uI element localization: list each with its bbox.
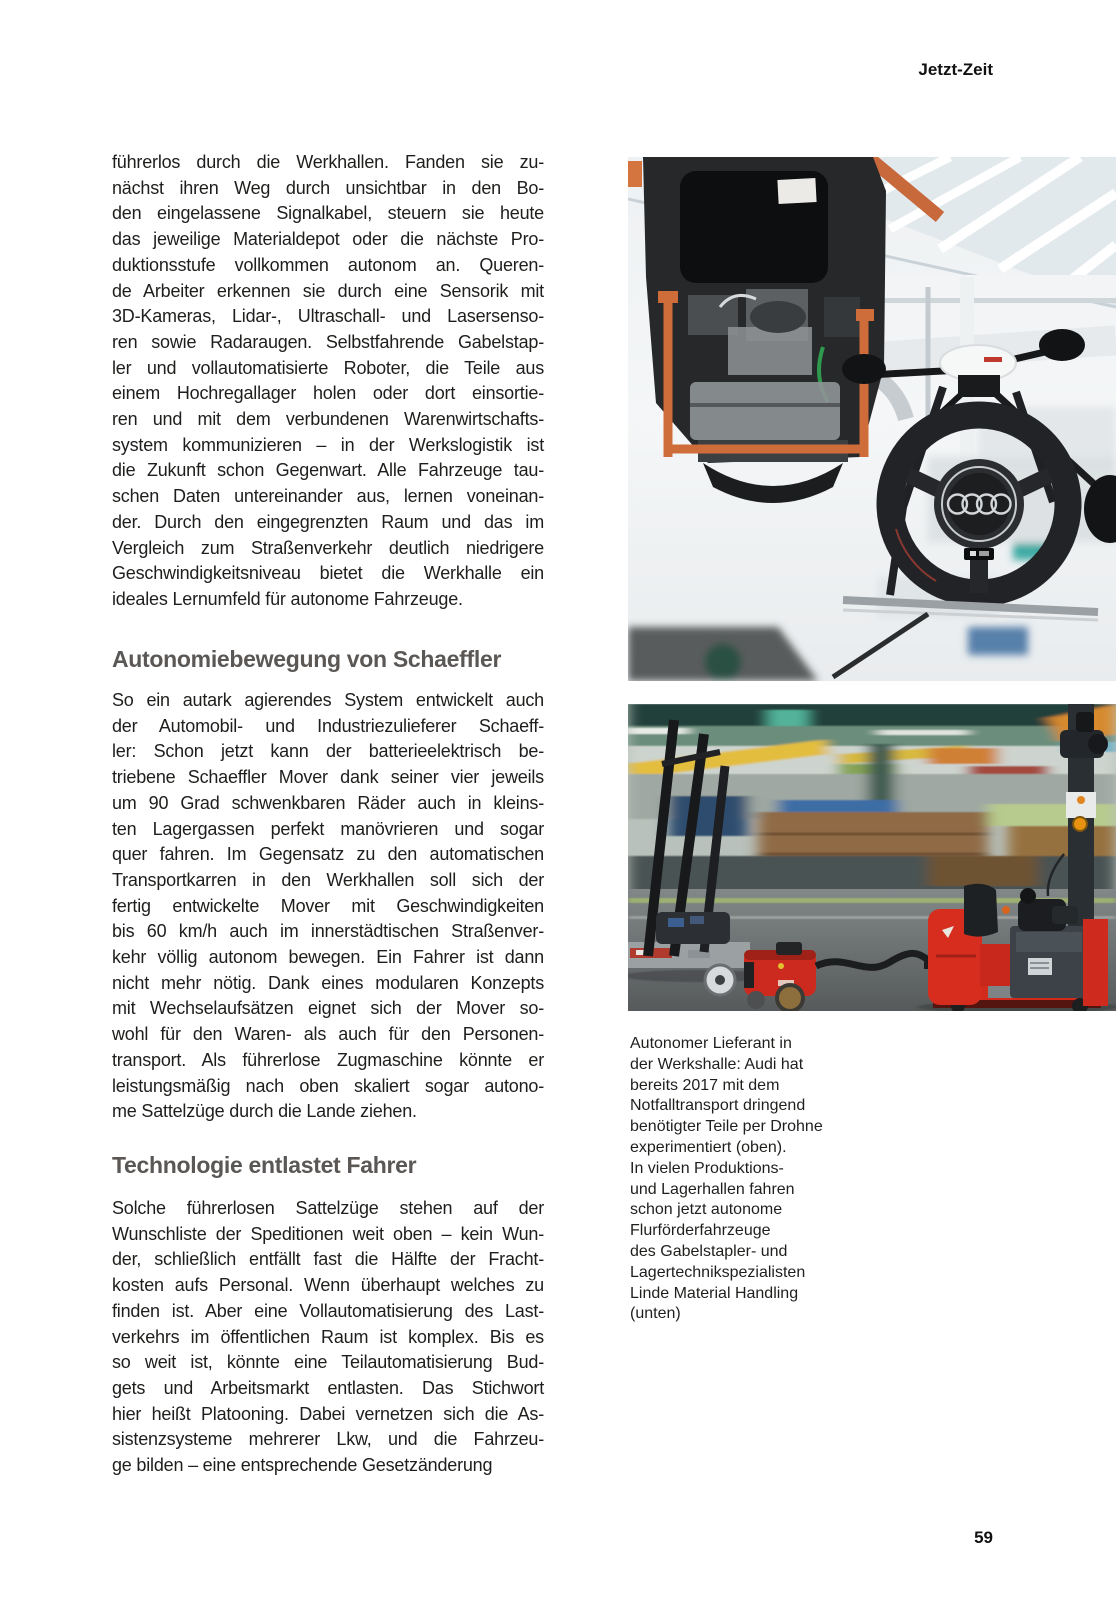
rotor-pod-left [842, 354, 886, 384]
rear-column [1083, 919, 1108, 1006]
photo-linde-tugger [628, 704, 1116, 1011]
tugger-train-illustration [628, 704, 1116, 1011]
tractor-wheel [777, 985, 803, 1011]
section-heading-technologie: Technologie entlastet Fahrer [112, 1152, 417, 1178]
emergency-button [1073, 817, 1087, 831]
photo-drone-delivery [628, 157, 1116, 681]
drone-factory-illustration [628, 157, 1116, 681]
paragraph-2: So ein autark agierendes System entwickelt auch der Automobil- und Industriezulieferer Schaeff- ler: Schon jetzt kann der batterieelektrisch be- triebene Schaeffler Mover dank seiner vier jeweils um 90 Grad schwenkbaren Räder auch in kleins- ten Lagergassen perfekt manövrieren und sogar quer fahren. Im Gegensatz zu den automatischen Transportkarren in den Werkhallen soll sich der fertig entwickelte Mover mit Geschwindigkeiten bis 60 km/h auch im innerstädtischen Straßenver- kehr völlig autonom bewegen. Ein Fahrer ist dann nicht mehr nötig. Dank eines modularen Konzepts mit Wechselaufsätzen eignet sich der Mover so- wohl für den Waren- als auch für den Personen- transport. Als führerlose Zugmaschine könnte er leistungsmäßig nach oben skaliert sogar autono- me Sattelzüge durch die Lande ziehen. [112, 690, 544, 1122]
photo-caption: Autonomer Lieferant in der Werkshalle: Audi hat bereits 2017 mit dem Notfalltransport dringend benötigter Teile per Drohne experimentiert (oben). In vielen Produktions- und Lagerhallen fahren schon jetzt autonome Flurförderfahrzeuge des Gabelstapler- und Lagertechnikspezialisten Linde Material Handling (unten) [630, 1035, 823, 1323]
paragraph-3: Solche führerlosen Sattelzüge stehen auf der Wunschliste der Speditionen weit oben – kein Wun- der, schließlich entfällt fast die Hälfte der Fracht- kosten aufs Personal. Wenn überhaupt welches zu finden ist. Aber eine Vollautomatisierung des Last- verkehrs im öffentlichen Raum ist komplex. Bis es so weit ist, könnte eine Teilautomatisierung Bud- gets und Arbeitsmarkt entlasten. Das Stichwort hier heißt Platooning. Dabei vernetzen sich die As- sistenzsysteme mehrerer Lkw, und die Fahrzeu- ge bilden – eine entsprechende Gesetzänderung [112, 1198, 544, 1476]
joystick [1020, 888, 1036, 904]
running-header: Jetzt-Zeit [918, 60, 993, 79]
page-number: 59 [974, 1528, 993, 1547]
seat [964, 884, 998, 937]
section-heading-autonomiebewegung: Autonomiebewegung von Schaeffler [112, 646, 502, 672]
paragraph-1: führerlos durch die Werkhallen. Fanden sie zu- nächst ihren Weg durch unsichtbar in den Bo- den eingelassene Signalkabel, steuern sie heute das jeweilige Materialdepot oder die nächste Pro- duktionsstufe vollkommen autonom an. Queren- de Arbeiter erkennen sie durch eine Sensorik mit 3D-Kameras, Lidar-, Ultraschall- und Lasersenso- ren sowie Radaraugen. Selbstfahrende Gabelstap- ler und vollautomatisierte Roboter, die Teile aus einem Hochregallager holen oder dort einsortie- ren und mit dem verbundenen Warenwirtschafts- system kommunizieren – in der Werkslogistik ist die Zukunft schon Gegenwart. Alle Fahrzeuge tau- schen Daten untereinander aus, lernen voneinan- der. Durch den eingegrenzten Raum und das im Vergleich zum Straßenverkehr deutlich niedrigere Geschwindigkeitsniveau bietet die Werkhalle ein ideales Lernumfeld für autonome Fahrzeuge. [112, 152, 544, 609]
motion-blur-background [628, 704, 1116, 894]
rotor-pod-right [1039, 329, 1085, 361]
